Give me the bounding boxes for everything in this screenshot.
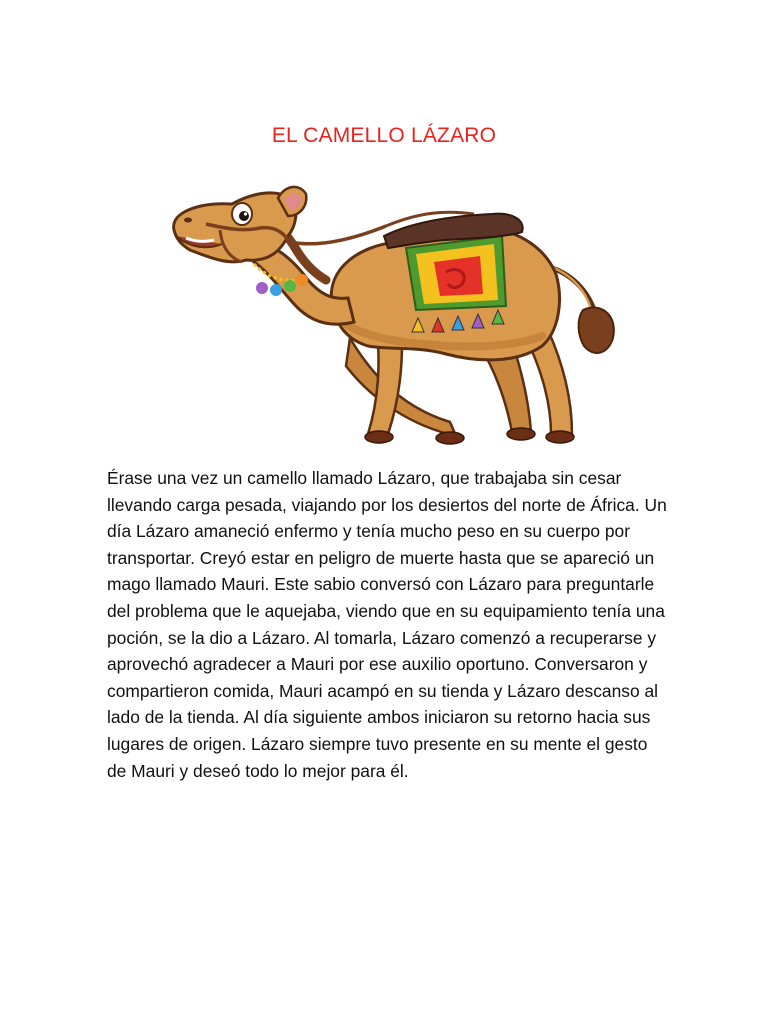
document-title: EL CAMELLO LÁZARO <box>271 124 497 147</box>
story-paragraph: Érase una vez un camello llamado Lázaro, que trabajaba sin cesar llevando carga pesada, viajando por los desiertos del norte de África. Un día Lázaro amaneció enfermo y tenía mucho peso en su cuerpo por transportar. Creyó estar en peligro de muerte hasta que se apareció un mago llamado Mauri. Este sabio conversó con Lázaro para preguntarle del problema que le aquejaba, viendo que en su equipamiento tenía una poción, se la dio a Lázaro. Al tomarla, Lázaro comenzó a recuperarse y aprovechó agradecer a Mauri por ese auxilio oportuno. Conversaron y compartieron comida, Mauri acampó en su tienda y Lázaro descanso al lado de la tienda. Al día siguiente ambos iniciaron su retorno hacia sus lugares de origen. Lázaro siempre tuvo presente en su mente el gesto de Mauri y deseó todo lo mejor para él. <box>107 468 667 781</box>
camel-illustration <box>150 176 620 456</box>
